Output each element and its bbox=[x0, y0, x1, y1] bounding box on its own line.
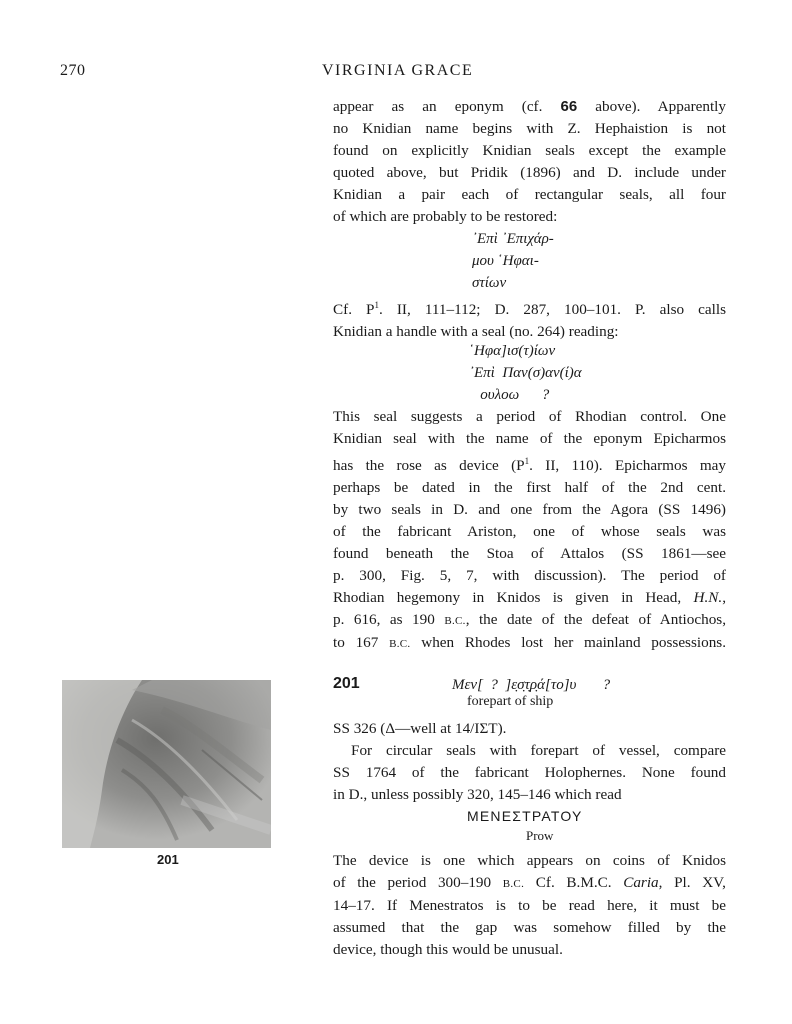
name-in-capitals: ΜΕΝΕΣΤΡΑΤΟΥ bbox=[467, 808, 583, 824]
name-device: Prow bbox=[526, 828, 554, 843]
entry-number: 201 bbox=[333, 675, 360, 692]
paragraph-coins: The device is one which appears on coins of Knidos of the period 300–190 B.C. Cf. B.M.C. Caria, Pl. XV, 14–17. If Menestratos is to be read here, it must be assumed that the gap was somehow filled by the device, though this would be unusual. bbox=[333, 852, 726, 958]
entry-device: forepart of ship bbox=[467, 694, 554, 709]
greek-inscription-1: ᾿Επὶ ᾿Επιχάρ- μου ῾Ηφαι- στίων bbox=[472, 231, 554, 291]
figure-caption: 201 bbox=[157, 852, 179, 867]
running-title: VIRGINIA GRACE bbox=[322, 62, 474, 79]
seal-photo-texture bbox=[62, 680, 271, 848]
paragraph-eponym: appear as an eponym (cf. 66 above). Apparently no Knidian name begins with Z. Hephaistion is not found on explicitly Knidian seals except the example quoted above, but Pridik (1896) and D. include under Knidian a pair each of rectangular seals, all four of which are probably to be restored: bbox=[333, 98, 726, 225]
paragraph-rhodian-control: This seal suggests a period of Rhodian control. One Knidian seal with the name of the eponym Epicharmos has the rose as device ($P^1$. II, 110). Epicharmos may perhaps be dated in the first half of the 2nd cent. by two seals in D. and one from the Agora (SS 1496) of the fabricant Ariston, one of whose seals was found beneath the Stoa of Attalos (SS 1861—see p. 300, Fig. 5, 7, with discussion). The period of Rhodian hegemony in Knidos is given in Head, H.N., p. 616, as 190 B.C., the date of the defeat of Antiochos, to 167 B.C. when Rhodes lost her mainland possessions. bbox=[333, 408, 726, 652]
paragraph-pridik: Cf. $P^1$. II, 111–112; D. 287, 100–101. P. also calls Knidian a handle with a seal (no. 264) reading: bbox=[333, 300, 727, 341]
entry-legend: Μεν[ ? ]ε̣σ̣τ̣ρ̣ά[το]υ ? bbox=[452, 677, 611, 693]
entry-body: SS 326 (Δ—well at 14/ΙΣΤ). For circular seals with forepart of vessel, compare SS 1764 of the fabricant Holophernes. None found in D., unless possibly 320, 145–146 which read bbox=[333, 720, 726, 803]
seal-photograph bbox=[62, 680, 271, 848]
bold-reference-number: 66 bbox=[560, 98, 578, 115]
page-number: 270 bbox=[60, 62, 86, 79]
greek-inscription-2: ῾Ηφα]ισ(τ)ίων ᾿Επὶ Παν(σ)αν(ί)α ουλοω ? bbox=[469, 343, 582, 403]
